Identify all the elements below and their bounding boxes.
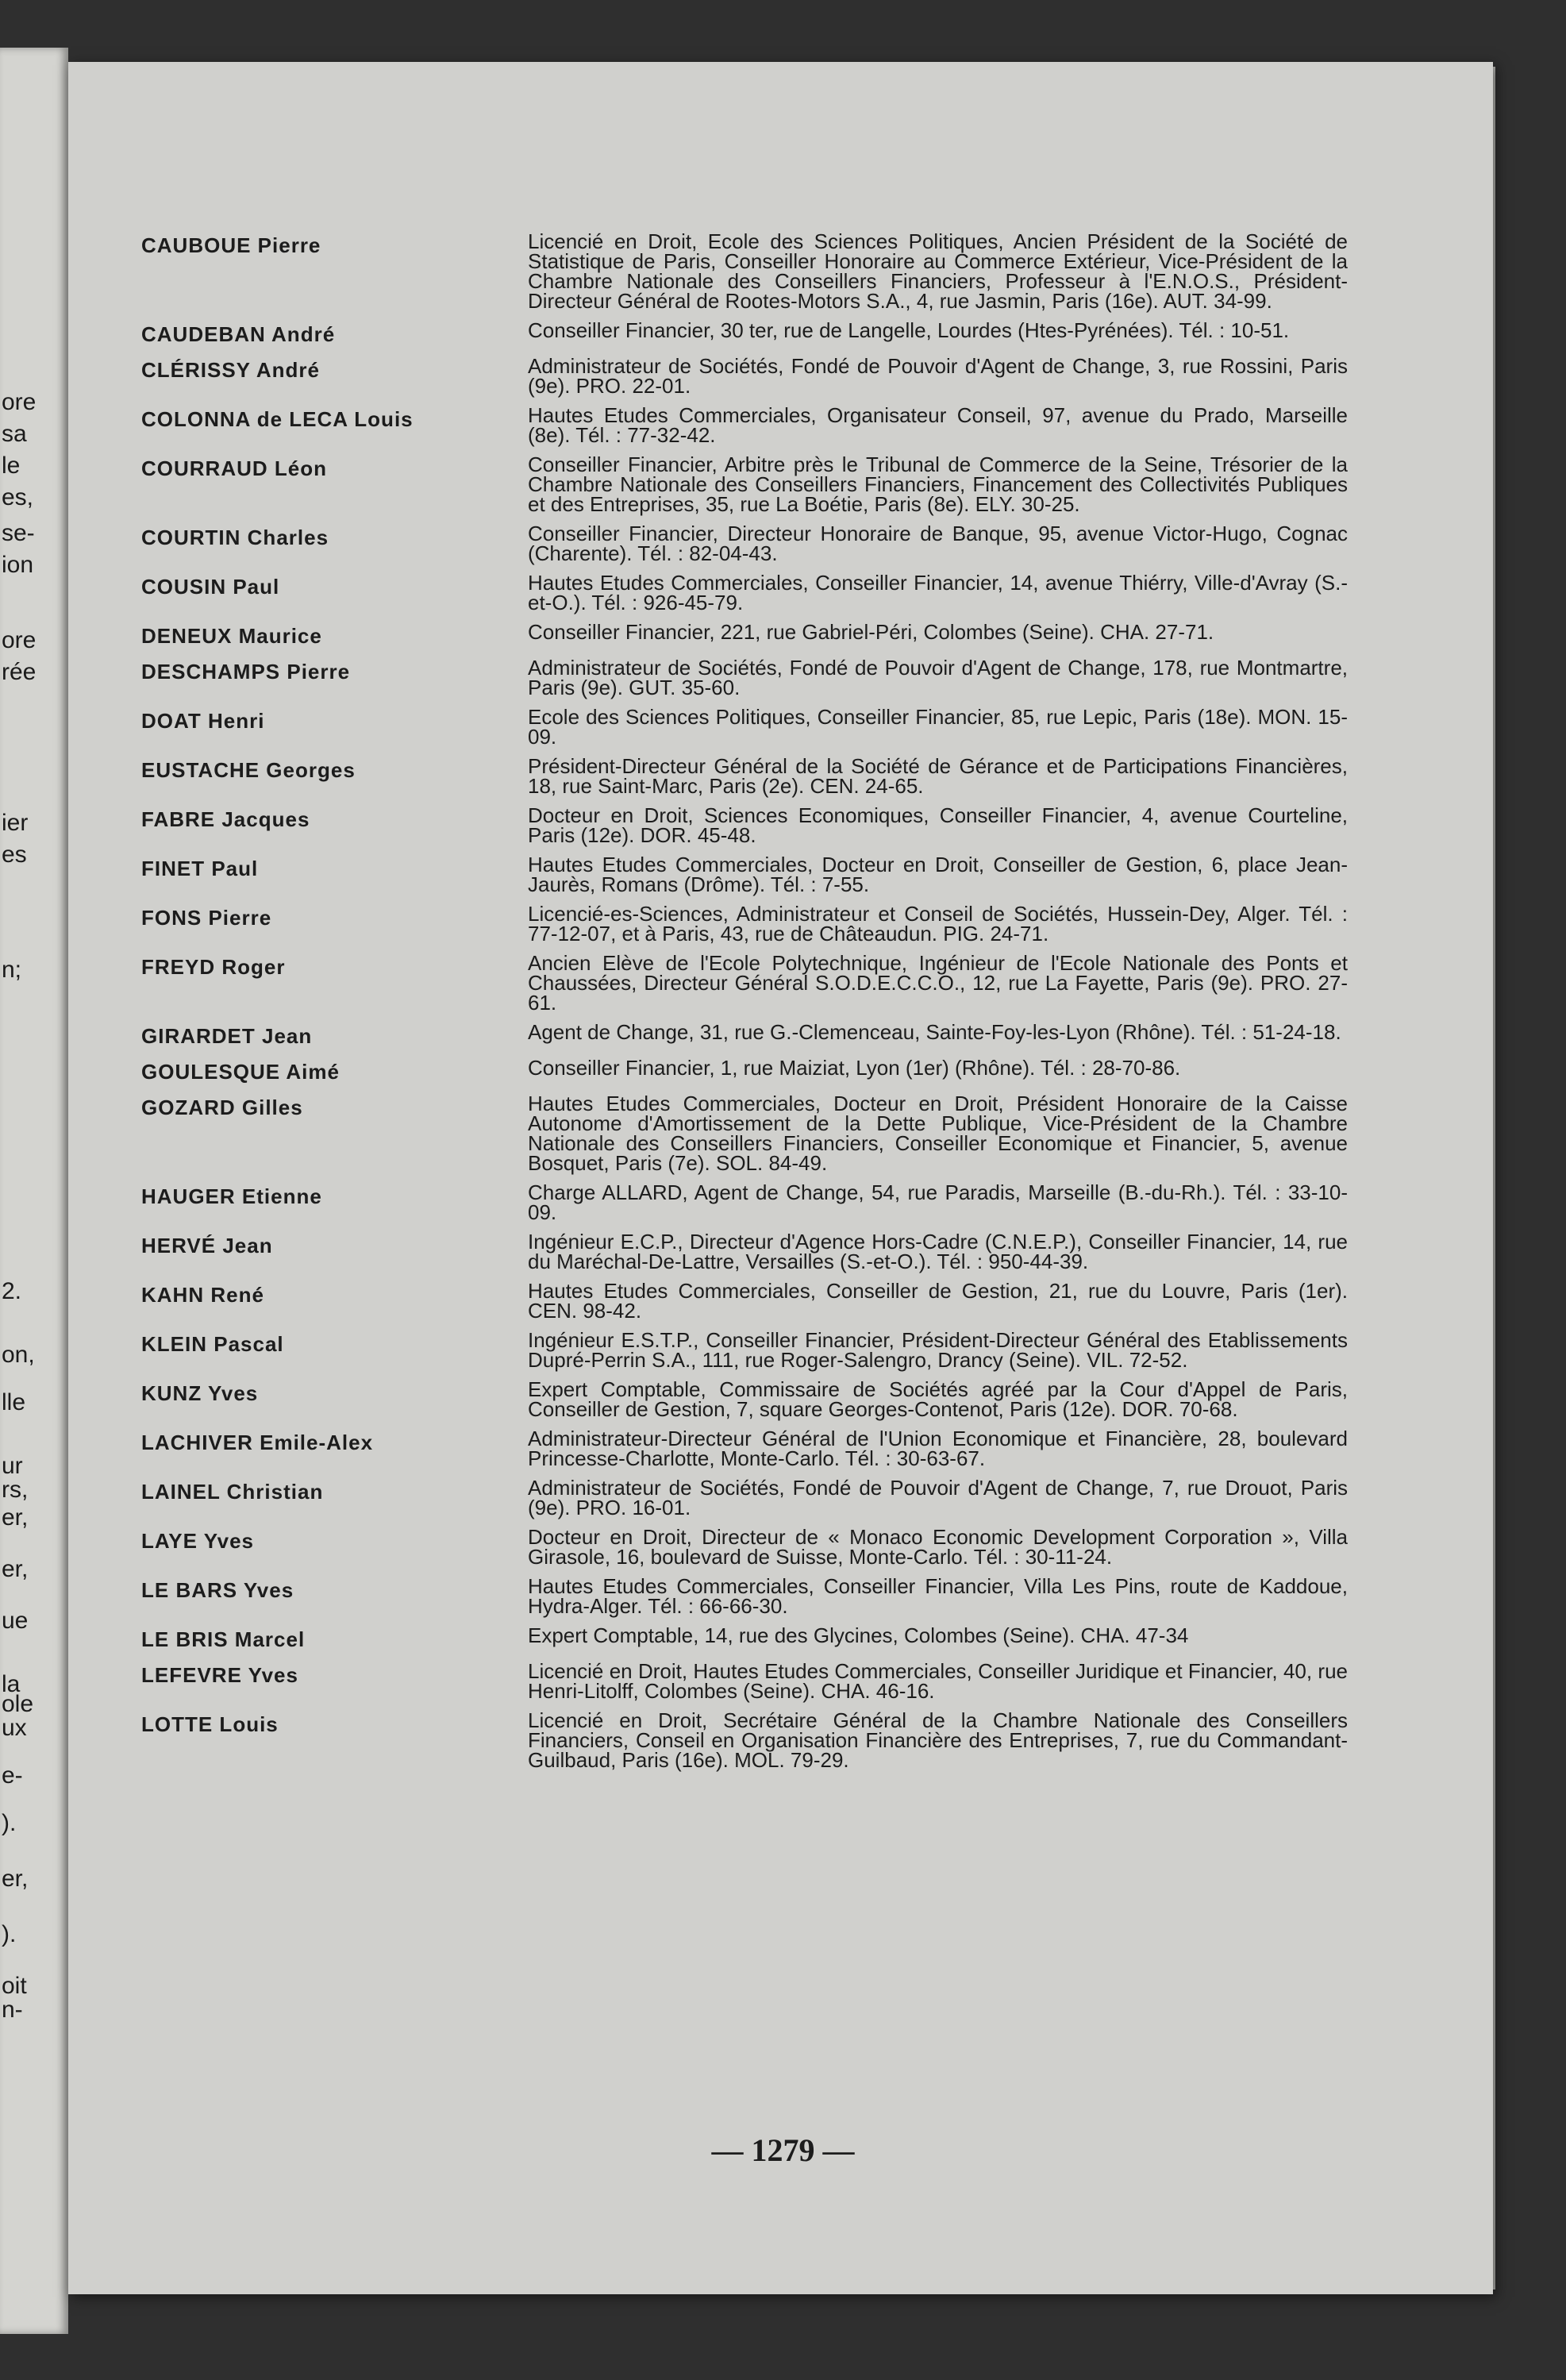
entry-description: Charge ALLARD, Agent de Change, 54, rue Paradis, Marseille (B.-du-Rh.). Tél. : 33-10-09. — [528, 1180, 1348, 1224]
directory-entry — [141, 403, 1348, 447]
entry-name: LE BRIS Marcel — [141, 1627, 306, 1651]
entry-description: Ancien Elève de l'Ecole Polytechnique, Ingénieur de l'Ecole Nationale des Ponts et Chaussées, Directeur Général S.O.D.E.C.C.O., 12, rue La Fayette, Paris (9e). PRO. 27-61. — [528, 951, 1348, 1015]
entry-name: KUNZ Yves — [141, 1381, 259, 1405]
entry-name: KLEIN Pascal — [141, 1332, 284, 1356]
page-number: — 1279 — — [711, 2132, 855, 2168]
directory-entry — [141, 904, 1348, 944]
left-page-fragment: on, — [2, 1342, 35, 1368]
directory-entry — [141, 953, 1348, 1013]
directory-entry — [141, 229, 1348, 313]
entry-description: Hautes Etudes Commerciales, Docteur en Droit, Président Honoraire de la Caisse Autonome d'Amortissement de la Dette Publique, Vice-Président de la Chambre Nationale des Conseillers Financiers, Conseiller Economique et Financier, 5, avenue Bosquet, Paris (7e). SOL. 84-49. — [528, 1092, 1348, 1175]
entry-name: DENEUX Maurice — [141, 624, 322, 648]
entry-description: Licencié en Droit, Secrétaire Général de la Chambre Nationale des Conseillers Financiers, Conseil en Organisation Financière des Entreprises, 7, rue du Commandant-Guilbaud, Paris (16e). MOL. 79-29. — [528, 1708, 1348, 1772]
entry-name: LAINEL Christian — [141, 1480, 324, 1504]
left-page-fragment: ore — [2, 389, 37, 415]
directory-entry — [141, 1659, 1348, 1703]
directory-entry — [141, 1623, 1348, 1652]
entry-name: COUSIN Paul — [141, 575, 280, 599]
entry-description: Hautes Etudes Commerciales, Conseiller Financier, 14, avenue Thiérry, Ville-d'Avray (S.-et-O.). Tél. : 926-45-79. — [528, 571, 1348, 614]
entry-description: Conseiller Financier, Directeur Honoraire de Banque, 95, avenue Victor-Hugo, Cognac (Charente). Tél. : 82-04-43. — [528, 522, 1348, 565]
entry-description: Président-Directeur Général de la Société de Gérance et de Participations Financières, 18, rue Saint-Marc, Paris (2e). CEN. 24-65. — [528, 754, 1348, 798]
directory-entry — [141, 1094, 1348, 1173]
directory-entry — [141, 622, 1348, 649]
left-page-fragment: ux — [2, 1715, 27, 1741]
directory-entry — [141, 1429, 1348, 1469]
directory-entry — [141, 1708, 1348, 1772]
entry-name: HAUGER Etienne — [141, 1184, 322, 1208]
entry-description: Administrateur de Sociétés, Fondé de Pouvoir d'Agent de Change, 178, rue Montmartre, Paris (9e). GUT. 35-60. — [528, 656, 1348, 699]
directory-entry — [141, 658, 1348, 698]
directory-entry — [141, 1281, 1348, 1321]
entry-description: Docteur en Droit, Sciences Economiques, Conseiller Financier, 4, avenue Courteline, Paris (12e). DOR. 45-48. — [528, 803, 1348, 847]
entry-name: LE BARS Yves — [141, 1578, 294, 1602]
left-page-fragment: ). — [2, 1810, 17, 1836]
left-page-fragment: la — [2, 1671, 21, 1697]
entry-name: FINET Paul — [141, 857, 259, 880]
directory-entry — [141, 1377, 1348, 1421]
directory-entry — [141, 1180, 1348, 1224]
entry-description: Ecole des Sciences Politiques, Conseiller Financier, 85, rue Lepic, Paris (18e). MON. 15-09. — [528, 705, 1348, 749]
directory-entry — [141, 1328, 1348, 1372]
left-page-fragment: ier — [2, 810, 29, 836]
entry-description: Licencié en Droit, Hautes Etudes Commerciales, Conseiller Juridique et Financier, 40, rue Henri-Litolff, Colombes (Seine). CHA. 46-16. — [528, 1659, 1348, 1703]
left-page-fragment: lle — [2, 1389, 26, 1415]
left-page-fragment: ion — [2, 552, 34, 578]
directory-entry — [141, 356, 1348, 396]
entry-description: Hautes Etudes Commerciales, Conseiller Financier, Villa Les Pins, route de Kaddoue, Hydra-Alger. Tél. : 66-66-30. — [528, 1574, 1348, 1618]
entry-name: CLÉRISSY André — [141, 358, 320, 382]
entry-name: GOULESQUE Aimé — [141, 1060, 340, 1084]
left-page-fragment: ur — [2, 1453, 23, 1479]
left-page-fragment: rs, — [2, 1477, 29, 1503]
left-page-fragment: es — [2, 841, 27, 868]
entry-name: FONS Pierre — [141, 906, 272, 930]
directory-entry — [141, 1232, 1348, 1272]
entry-name: EUSTACHE Georges — [141, 758, 356, 782]
entry-description: Hautes Etudes Commerciales, Docteur en Droit, Conseiller de Gestion, 6, place Jean-Jaurès, Romans (Drôme). Tél. : 7-55. — [528, 853, 1348, 896]
entry-name: COURTIN Charles — [141, 526, 329, 549]
entry-description: Ingénieur E.C.P., Directeur d'Agence Hors-Cadre (C.N.E.P.), Conseiller Financier, 14, rue du Maréchal-De-Lattre, Versailles (S.-et-O.). Tél. : 950-44-39. — [528, 1230, 1348, 1273]
entry-description: Conseiller Financier, 1, rue Maiziat, Lyon (1er) (Rhône). Tél. : 28-70-86. — [528, 1056, 1181, 1080]
directory-entry — [141, 754, 1348, 798]
entry-name: COURRAUD Léon — [141, 456, 327, 480]
entry-description: Conseiller Financier, 30 ter, rue de Langelle, Lourdes (Htes-Pyrénées). Tél. : 10-51. — [528, 318, 1290, 342]
directory-entry — [141, 573, 1348, 613]
entry-name: HERVÉ Jean — [141, 1234, 273, 1257]
entry-description: Conseiller Financier, 221, rue Gabriel-Péri, Colombes (Seine). CHA. 27-71. — [528, 620, 1214, 644]
entry-name: COLONNA de LECA Louis — [141, 407, 414, 431]
left-page-edge — [0, 48, 68, 2334]
entry-name: LOTTE Louis — [141, 1712, 279, 1736]
left-page-fragment: er, — [2, 1556, 29, 1582]
entry-description: Expert Comptable, 14, rue des Glycines, Colombes (Seine). CHA. 47-34 — [528, 1623, 1189, 1647]
directory-entry — [141, 524, 1348, 564]
left-page-fragment: ue — [2, 1608, 29, 1634]
directory-listing — [141, 229, 1348, 1780]
entry-name: GOZARD Gilles — [141, 1096, 303, 1119]
left-page-fragment: ). — [2, 1921, 17, 1947]
entry-description: Licencié-es-Sciences, Administrateur et Conseil de Sociétés, Hussein-Dey, Alger. Tél. : 77-12-07, et à Paris, 43, rue de Châteaudun. PIG. 24-71. — [528, 902, 1348, 945]
directory-entry — [141, 455, 1348, 514]
directory-entry — [141, 803, 1348, 847]
entry-name: DOAT Henri — [141, 709, 265, 733]
left-page-fragment: er, — [2, 1866, 29, 1892]
left-page-fragment: sa — [2, 421, 27, 447]
left-page-fragment: ole — [2, 1691, 34, 1717]
entry-description: Ingénieur E.S.T.P., Conseiller Financier, Président-Directeur Général des Etablissements Dupré-Perrin S.A., 111, rue Roger-Salengro, Drancy (Seine). VIL. 72-52. — [528, 1328, 1348, 1372]
directory-entry — [141, 707, 1348, 747]
left-page-fragment: n- — [2, 1997, 23, 2023]
directory-entry — [141, 1478, 1348, 1518]
left-page-fragment: er, — [2, 1504, 29, 1531]
left-page-fragment: oit — [2, 1973, 27, 1999]
left-page-fragment: es, — [2, 484, 34, 510]
entry-name: LAYE Yves — [141, 1529, 254, 1553]
left-page-fragment: rée — [2, 659, 37, 685]
directory-entry — [141, 1574, 1348, 1618]
entry-description: Agent de Change, 31, rue G.-Clemenceau, Sainte-Foy-les-Lyon (Rhône). Tél. : 51-24-18. — [528, 1020, 1341, 1044]
entry-description: Hautes Etudes Commerciales, Conseiller de Gestion, 21, rue du Louvre, Paris (1er). CEN. 98-42. — [528, 1279, 1348, 1323]
entry-name: FABRE Jacques — [141, 807, 310, 831]
entry-description: Conseiller Financier, Arbitre près le Tribunal de Commerce de la Seine, Trésorier de la Chambre Nationale des Conseillers Financiers, Financement des Collectivités Publiques et des Entreprises, 35, rue La Boétie, Paris (8e). ELY. 30-25. — [528, 453, 1348, 516]
entry-name: LEFEVRE Yves — [141, 1663, 298, 1687]
entry-name: KAHN René — [141, 1283, 264, 1307]
left-page-fragment: le — [2, 453, 21, 479]
entry-description: Hautes Etudes Commerciales, Organisateur Conseil, 97, avenue du Prado, Marseille (8e). Tél. : 77-32-42. — [528, 403, 1348, 447]
entry-name: GIRARDET Jean — [141, 1024, 313, 1048]
entry-name: LACHIVER Emile-Alex — [141, 1431, 374, 1454]
entry-description: Administrateur de Sociétés, Fondé de Pouvoir d'Agent de Change, 7, rue Drouot, Paris (9e). PRO. 16-01. — [528, 1476, 1348, 1519]
entry-name: CAUBOUE Pierre — [141, 233, 321, 257]
directory-entry — [141, 855, 1348, 895]
directory-entry — [141, 1527, 1348, 1567]
entry-description: Administrateur de Sociétés, Fondé de Pouvoir d'Agent de Change, 3, rue Rossini, Paris (9e). PRO. 22-01. — [528, 354, 1348, 398]
entry-name: FREYD Roger — [141, 955, 286, 979]
entry-description: Licencié en Droit, Ecole des Sciences Politiques, Ancien Président de la Société de Statistique de Paris, Conseiller Honoraire au Commerce Extérieur, Vice-Président de la Chambre Nationale des Conseillers Financiers, Professeur à l'E.N.O.S., Président-Directeur Général de Rootes-Motors S.A., 4, rue Jasmin, Paris (16e). AUT. 34-99. — [528, 229, 1348, 313]
entry-description: Expert Comptable, Commissaire de Sociétés agréé par la Cour d'Appel de Paris, Conseiller de Gestion, 7, square Georges-Contenot, Paris (12e). DOR. 70-68. — [528, 1377, 1348, 1421]
directory-entry — [141, 1058, 1348, 1084]
directory-entry — [141, 1022, 1348, 1049]
entry-name: CAUDEBAN André — [141, 322, 336, 346]
entry-description: Docteur en Droit, Directeur de « Monaco Economic Development Corporation », Villa Girasole, 16, boulevard de Suisse, Monte-Carlo. Tél. : 30-11-24. — [528, 1525, 1348, 1569]
entry-description: Administrateur-Directeur Général de l'Union Economique et Financière, 28, boulevard Princesse-Charlotte, Monte-Carlo. Tél. : 30-63-67. — [528, 1427, 1348, 1470]
directory-entry — [141, 318, 1348, 347]
left-page-fragment: 2. — [2, 1278, 22, 1304]
left-page-fragment: n; — [2, 957, 22, 983]
left-page-fragment: se- — [2, 520, 35, 546]
left-page-fragment: e- — [2, 1762, 23, 1789]
entry-name: DESCHAMPS Pierre — [141, 660, 351, 684]
left-page-fragment: ore — [2, 627, 37, 653]
